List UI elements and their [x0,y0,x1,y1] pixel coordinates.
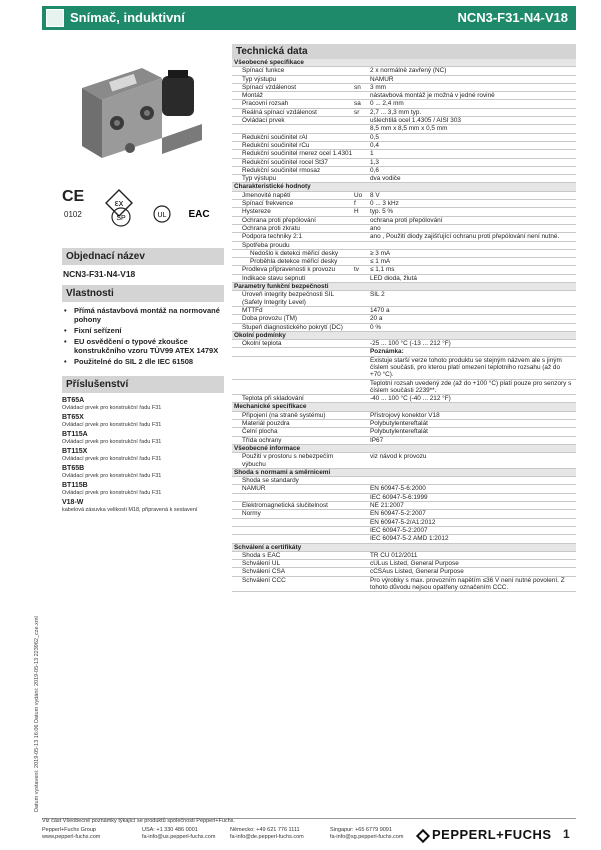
accessory-item: BT65A Ovládací prvek pro konstrukční řadu F31 [62,397,162,411]
brand-mark-icon [416,828,430,842]
table-row: Ovládací prvek ušlechtilá ocel 1.4305 / AISI 303 [232,117,576,125]
table-row: Hystereze H typ. 5 % [232,208,576,216]
accessories-heading: Příslušenství [62,376,224,393]
accessories-section [62,376,224,516]
table-row: Spínací funkce 2 x normálně zavřený (NC) [232,67,576,75]
table-row: Pracovní rozsah sa 0 ... 2,4 mm [232,100,576,108]
header-logo-box [46,9,64,27]
table-row: Ochrana proti zkratu ano [232,225,576,233]
table-row: EN 60947-5-2/A1:2012 [232,519,576,527]
culus-mark-icon [146,204,182,224]
table-row: Spínací vzdálenost sn 3 mm [232,84,576,92]
eac-mark-icon [186,204,212,222]
footer-singapore: Singapur: +65 6779 9091 fa-info@sg.pepperl-fuchs.com [330,827,404,840]
table-row: Schválení UL cULus Listed, General Purpose [232,560,576,568]
table-row: Nedošlo k detekci měřicí desky ≥ 3 mA [232,250,576,258]
table-group-heading: Všeobecné specifikace [232,59,576,67]
accessory-item: BT115X Ovládací prvek pro konstrukční řadu F31 [62,448,162,462]
table-row: NAMUR EN 60947-5-6:2000 [232,485,576,493]
table-row: Spotřeba proudu [232,242,576,250]
table-row: Prodleva připravenosti k provozu tv ≤ 1,1 ms [232,266,576,274]
table-row: Podpora techniky 2:1 ano , Použití diody zajišťující ochranu proti přepólování není nutné. [232,233,576,241]
table-row: MTTFd 1470 a [232,307,576,315]
table-row: 8,5 mm x 8,5 mm x 0,5 mm [232,125,576,133]
brand-logo: PEPPERL+FUCHS [418,827,552,842]
table-row: Okolní teplota -25 ... 100 °C (-13 ... 212 °F) [232,340,576,348]
table-row: Redukční součinitel rmosaz 0,6 [232,167,576,175]
order-heading: Objednací název [62,248,224,265]
ce-mark-icon: CE [62,188,85,205]
table-group-heading: Všeobecné informace [232,445,576,453]
table-row: Poznámka: [232,348,576,356]
table-row: Stupeň diagnostického pokrytí (DC) 0 % [232,324,576,332]
table-group-heading: Parametry funkční bezpečnosti [232,283,576,291]
table-row: Teplotní rozsah uvedený zde (až do +100 °C) platí pouze pro senzory s číslem součásti 2239**. [232,380,576,396]
table-row: Spínací frekvence f 0 ... 3 kHz [232,200,576,208]
features-list [62,306,224,366]
accessory-item: BT115A Ovládací prvek pro konstrukční řadu F31 [62,431,162,445]
table-row: Shoda s EAC TR CU 012/2011 [232,552,576,560]
header-bar [42,6,576,30]
table-row: Připojení (na straně systému) Přístrojový konektor V18 [232,412,576,420]
table-row: IEC 60947-5-6:1999 [232,494,576,502]
svg-text:UL: UL [157,212,167,219]
table-row: Existuje starší verze tohoto produktu se stejným názvem ale s jiným číslem součásti, pro kterou platí omezení teplotního rozsahu (až do +70 °C). [232,357,576,380]
certification-marks [62,186,222,226]
table-row: IEC 60947-5-2:2007 [232,527,576,535]
footer-note: Viz část Všeobecné poznámky týkající se produktů společnosti Pepperl+Fuchs. [42,818,235,824]
features-section [62,285,224,368]
product-code: NCN3-F31-N4-V18 [457,10,568,25]
footer-group: Pepperl+Fuchs Group www.pepperl-fuchs.com [42,827,101,840]
table-row: Schválení CSA cCSAus Listed, General Purpose [232,568,576,576]
table-row: Čelní plocha Polybutylentereftalát [232,428,576,436]
csa-mark-icon [110,206,132,228]
accessory-item: BT65B Ovládací prvek pro konstrukční řadu F31 [62,465,162,479]
table-row: Redukční součinitel rAl 0,5 [232,134,576,142]
technical-data-heading: Technická data [232,44,576,59]
table-group-heading: Charakteristické hodnoty [232,183,576,191]
order-name: NCN3-F31-N4-V18 [63,269,136,279]
table-group-heading: Schválení a certifikáty [232,544,576,552]
table-row: Reálná spínací vzdálenost sr 2,7 ... 3,3 mm typ. [232,109,576,117]
order-section [62,248,224,279]
page-number: 1 [563,827,570,841]
svg-text:SP: SP [116,215,126,222]
table-row: Shoda se standardy [232,477,576,485]
product-type-title: Snímač, induktivní [70,10,185,25]
product-photo [62,48,222,178]
table-row: Doba provozu (TM) 20 a [232,315,576,323]
feature-item: • Použitelné do SIL 2 dle IEC 61508 [62,357,224,366]
ce-number: 0102 [64,210,82,219]
table-row: Úroveň integrity bezpečnosti SIL (Safety Integrity Level) SIL 2 [232,291,576,307]
feature-item: • Přímá nástavbová montáž na normované pohony [62,306,224,324]
table-row: Použití v prostoru s nebezpečím výbuchu viz návod k provozu [232,453,576,469]
table-row: Teplota při skladování -40 ... 100 °C (-40 ... 212 °F) [232,395,576,403]
feature-item: • Fixní seřízení [62,326,224,335]
table-group-heading: Mechanické specifikace [232,403,576,411]
accessory-item: BT115B Ovládací prvek pro konstrukční řadu F31 [62,482,162,496]
feature-item: • EU osvědčení o typové zkoušce konstrukčního vzoru TÜV99 ATEX 1479X [62,337,224,355]
table-row: Proběhla detekce měřicí desky ≤ 1 mA [232,258,576,266]
features-heading: Vlastnosti [62,285,224,302]
table-row: Typ výstupu dva vodiče [232,175,576,183]
table-row: Montáž nástavbová montáž je možná v jedné rovině [232,92,576,100]
footer-germany: Německo: +49 621 776 1111 fa-info@de.pepperl-fuchs.com [230,827,304,840]
table-row: Ochrana proti přepólování ochrana proti přepólování [232,217,576,225]
table-row: IEC 60947-5-2 AMD 1:2012 [232,535,576,543]
accessory-item: BT65X Ovládací prvek pro konstrukční řadu F31 [62,414,162,428]
table-group-heading: Shoda s normami a směrnicemi [232,469,576,477]
table-row: Jmenovité napětí Uo 8 V [232,192,576,200]
svg-text:εx: εx [114,198,124,208]
svg-text:EAC: EAC [188,209,210,220]
table-group-heading: Okolní podmínky [232,332,576,340]
table-row: Indikace stavu sepnutí LED dioda, žlutá [232,275,576,283]
table-row: Materiál pouzdra Polybutylentereftalát [232,420,576,428]
table-row: Normy EN 60947-5-2:2007 [232,510,576,518]
table-row: Elektromagnetická slučitelnost NE 21:2007 [232,502,576,510]
table-row: Schválení CCC Pro výrobky s max. provozním napětím ≤36 V není nutné povolení. Z tohoto důvodu nejsou opatřeny označením CCC. [232,577,576,593]
issue-date-vertical: Datum vystavení: 2019-05-13 16:06 Datum vydání: 2019-05-13 223962_cze.xml [34,616,40,812]
table-row: Redukční součinitel rnerez ocel 1.4301 1 [232,150,576,158]
accessory-item: V18-W kabelová zásuvka velikosti M18, připravená k sestavení [62,499,198,513]
technical-data-table [232,44,576,592]
table-row: Redukční součinitel rocel St37 1,3 [232,159,576,167]
table-row: Třída ochrany IP67 [232,437,576,445]
table-row: Redukční součinitel rCu 0,4 [232,142,576,150]
footer-usa: USA: +1 330 486 0001 fa-info@us.pepperl-fuchs.com [142,827,216,840]
table-row: Typ výstupu NAMUR [232,76,576,84]
